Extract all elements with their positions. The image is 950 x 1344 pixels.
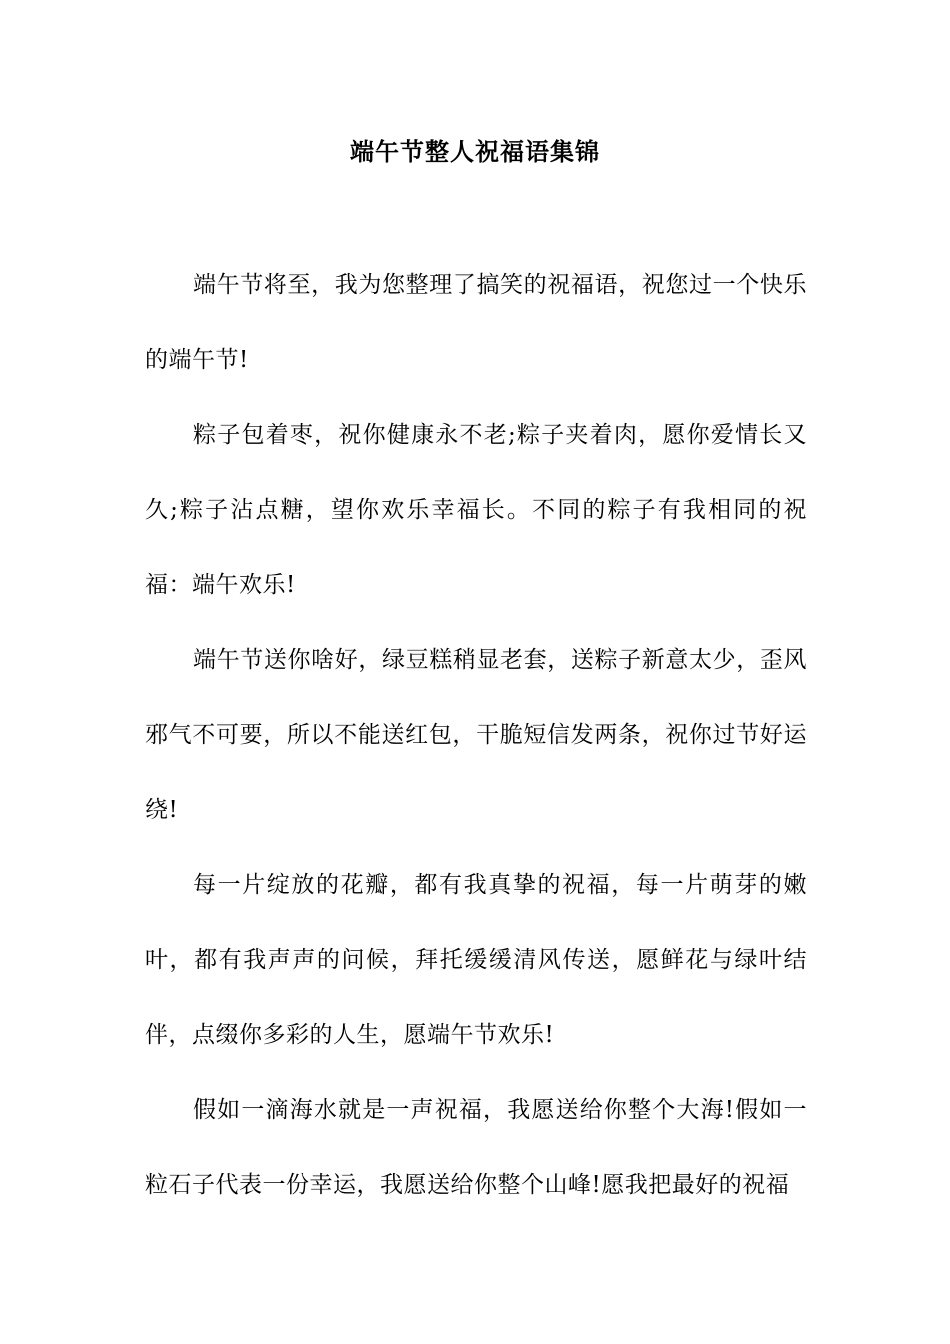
paragraph: 每一片绽放的花瓣，都有我真挚的祝福，每一片萌芽的嫩叶，都有我声声的问候，拜托缓缓清风传送，愿鲜花与绿叶结伴，点缀你多彩的人生，愿端午节欢乐! (145, 872, 807, 1048)
paragraph: 端午节送你啥好，绿豆糕稍显老套，送粽子新意太少，歪风邪气不可要，所以不能送红包，干脆短信发两条，祝你过节好运绕! (145, 647, 807, 823)
document-title: 端午节整人祝福语集锦 (350, 137, 600, 166)
paragraph: 粽子包着枣，祝你健康永不老;粽子夹着肉，愿你爱情长又久;粽子沾点糖，望你欢乐幸福长。不同的粽子有我相同的祝福：端午欢乐! (145, 422, 807, 598)
paragraph: 假如一滴海水就是一声祝福，我愿送给你整个大海!假如一粒石子代表一份幸运，我愿送给你整个山峰!愿我把最好的祝福 (145, 1097, 807, 1198)
document-body (145, 248, 807, 1223)
paragraph: 端午节将至，我为您整理了搞笑的祝福语，祝您过一个快乐的端午节! (145, 272, 807, 373)
